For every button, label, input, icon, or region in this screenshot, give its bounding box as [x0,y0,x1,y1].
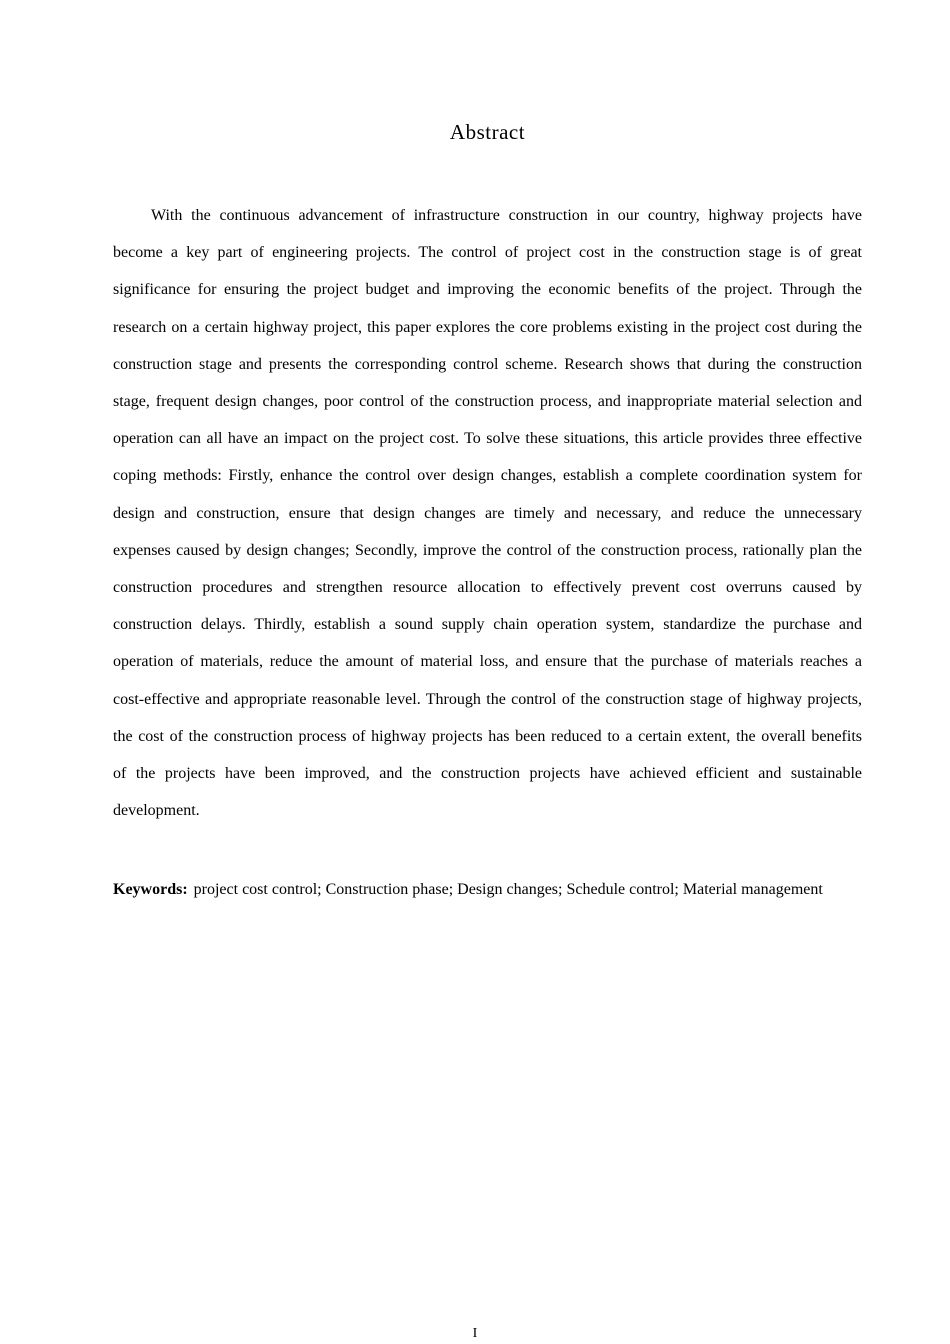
page-number: I [472,1326,478,1341]
page-title: Abstract [449,120,526,144]
abstract-paragraph: With the continuous advancement of infrastructure construction in our country, highway projects have become a key part of engineering projects. The control of project cost in the construction stage is of great significance for ensuring the project budget and improving the economic benefits of the project. Through the research on a certain highway project, this paper explores the core problems existing in the project cost during the construction stage and presents the corresponding control scheme. Research shows that during the construction stage, frequent design changes, poor control of the construction process, and inappropriate material selection and operation can all have an impact on the project cost. To solve these situations, this article provides three effective coping methods: Firstly, enhance the control over design changes, establish a complete coordination system for design and construction, ensure that design changes are timely and necessary, and reduce the unnecessary expenses caused by design changes; Secondly, improve the control of the construction process, rationally plan the construction procedures and strengthen resource allocation to effectively prevent cost overruns caused by construction delays. Thirdly, establish a sound supply chain operation system, standardize the purchase and operation of materials, reduce the amount of material loss, and ensure that the purchase of materials reaches a cost-effective and appropriate reasonable level. Through the control of the construction stage of highway projects, the cost of the construction process of highway projects has been reduced to a certain extent, the overall benefits of the projects have been improved, and the construction projects have achieved efficient and sustainable development. [113,207,862,820]
keywords-label: Keywords: [113,881,188,899]
keywords-text: project cost control; Construction phase; Design changes; Schedule control; Material management [193,881,823,899]
keywords-line [113,871,862,908]
